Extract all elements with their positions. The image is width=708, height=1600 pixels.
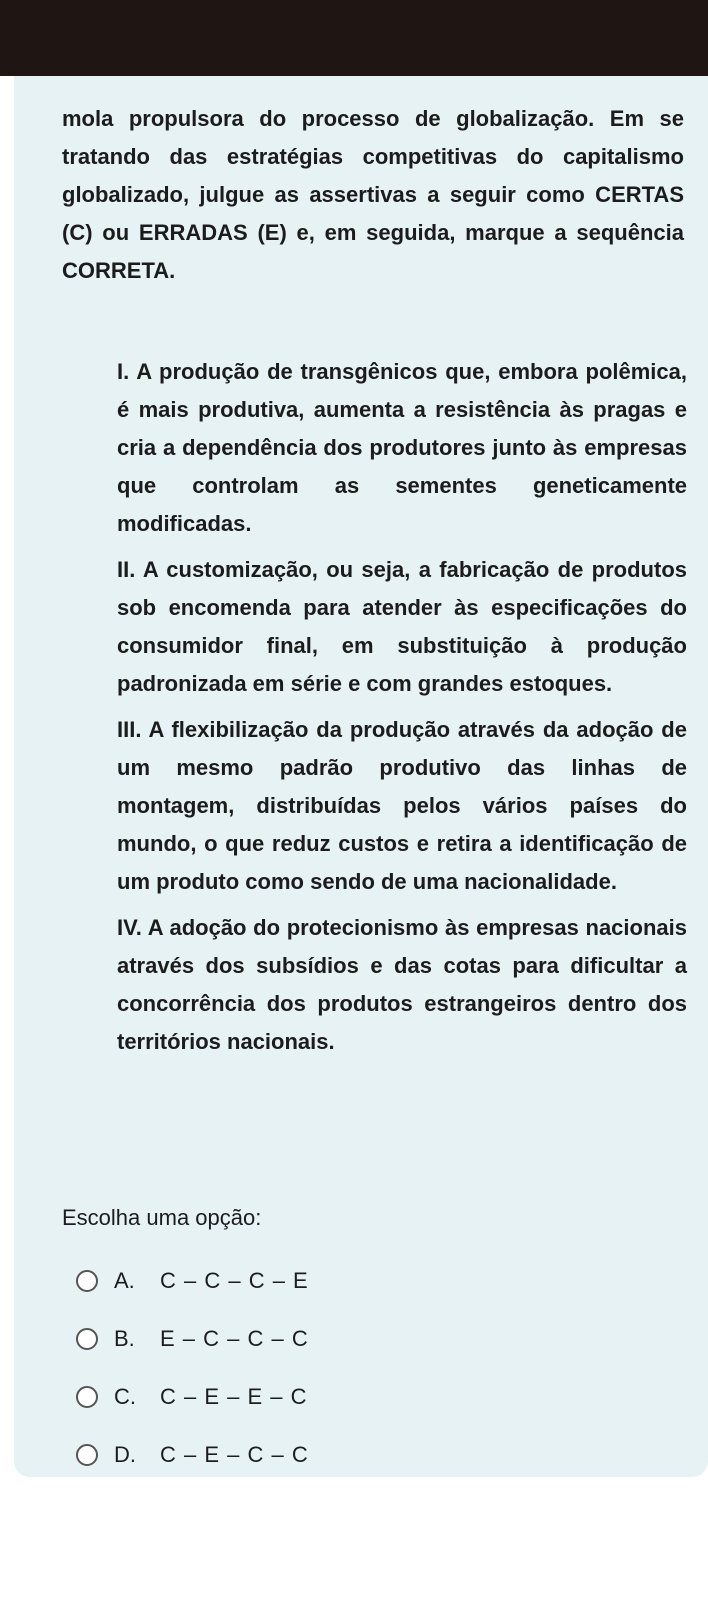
option-text-c: C – E – E – C — [160, 1384, 308, 1409]
question-card — [14, 40, 708, 1477]
option-text-b: E – C – C – C — [160, 1326, 309, 1351]
assertion-item-2: II. A customização, ou seja, a fabricação de produtos sob encomenda para atender às especificações do consumidor final, em substituição à produção padronizada em série e com grandes estoques. — [117, 557, 687, 696]
choose-option-label: Escolha uma opção: — [62, 1205, 262, 1230]
question-stem: mola propulsora do processo de globalização. Em se tratando das estratégias competitivas do capitalismo globalizado, julgue as assertivas a seguir como CERTAS (C) ou ERRADAS (E) e, em seguida, marque a sequência CORRETA. — [62, 106, 684, 283]
assertion-list — [117, 353, 687, 1069]
radio-button-a[interactable] — [76, 1270, 98, 1292]
option-d[interactable] — [76, 1426, 476, 1484]
assertion-item-1: I. A produção de transgênicos que, embora polêmica, é mais produtiva, aumenta a resistência às pragas e cria a dependência dos produtores junto às empresas que controlam as sementes geneticamente modificadas. — [117, 359, 687, 536]
option-text-a: C – C – C – E — [160, 1268, 309, 1293]
option-letter-d: D. — [114, 1442, 136, 1467]
option-c[interactable] — [76, 1368, 476, 1426]
option-letter-a: A. — [114, 1268, 135, 1293]
option-b[interactable] — [76, 1310, 476, 1368]
option-letter-c: C. — [114, 1384, 136, 1409]
radio-button-b[interactable] — [76, 1328, 98, 1350]
radio-button-c[interactable] — [76, 1386, 98, 1408]
assertion-item-4: IV. A adoção do protecionismo às empresas nacionais através dos subsídios e das cotas para dificultar a concorrência dos produtos estrangeiros dentro dos territórios nacionais. — [117, 915, 687, 1054]
option-letter-b: B. — [114, 1326, 135, 1351]
answer-options — [76, 1252, 476, 1484]
top-bar — [0, 0, 708, 76]
option-text-d: C – E – C – C — [160, 1442, 309, 1467]
assertion-item-3: III. A flexibilização da produção através da adoção de um mesmo padrão produtivo das linhas de montagem, distribuídas pelos vários países do mundo, o que reduz custos e retira a identificação de um produto como sendo de uma nacionalidade. — [117, 717, 687, 894]
radio-button-d[interactable] — [76, 1444, 98, 1466]
option-a[interactable] — [76, 1252, 476, 1310]
